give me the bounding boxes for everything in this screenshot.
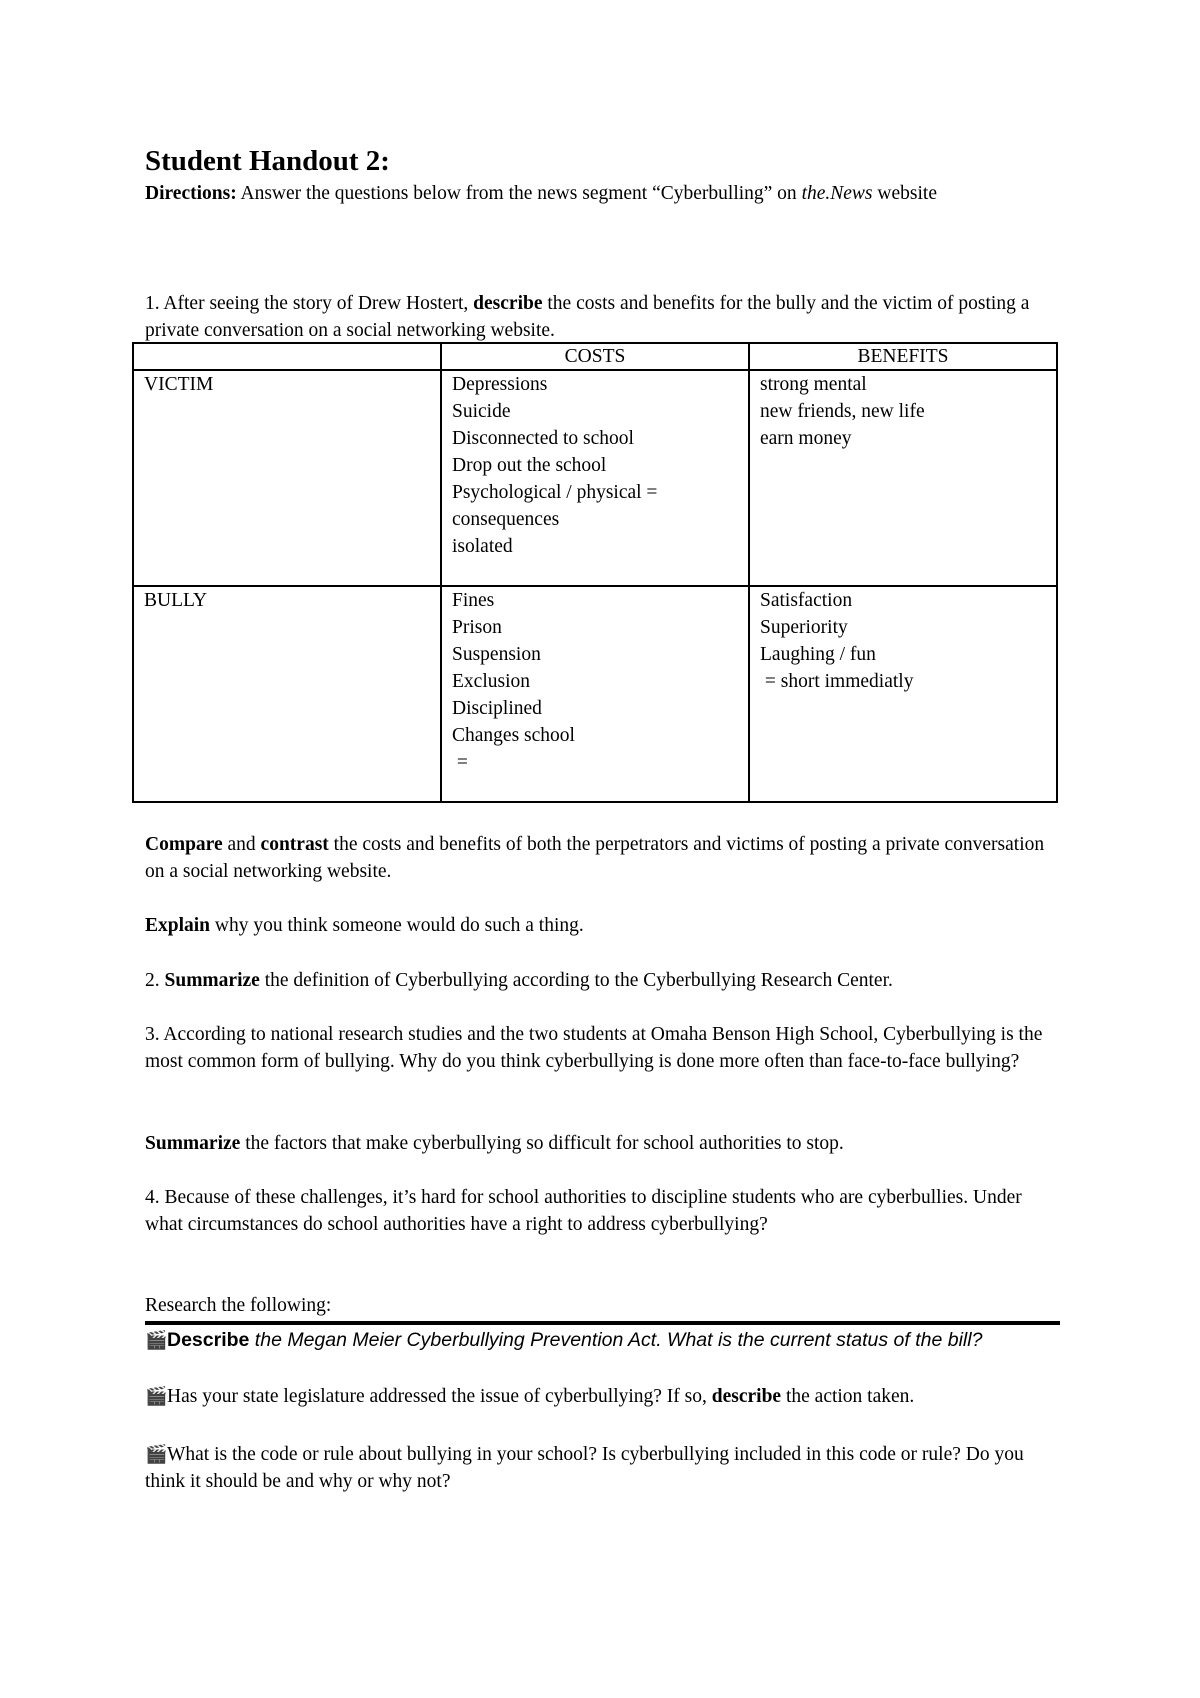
compare-text-end: the costs and benefits of both the perpetrators and victims of posting a private conversation on a social networking website. <box>145 834 1045 882</box>
explain-keyword: Explain <box>145 915 211 936</box>
q2-number: 2. <box>145 970 165 991</box>
costs-benefits-table <box>132 342 1058 803</box>
bully-costs <box>441 586 749 802</box>
benefit-item: new friends, new life <box>760 401 925 422</box>
directions-source: the.News <box>801 183 873 204</box>
table-row-victim <box>133 370 1057 586</box>
cost-item: Disciplined <box>452 698 542 719</box>
question-3: 3. According to national research studies and the two students at Omaha Benson High School, Cyberbullying is the most common form of bullying. Why do you think cyberbullying is done more often than face-to-face bullying? <box>145 1024 1043 1072</box>
cost-item: Disconnected to school <box>452 428 634 449</box>
research-item-2-text: Has your state legislature addressed the issue of cyberbullying? If so, <box>167 1386 712 1407</box>
explain-prompt <box>145 912 1060 939</box>
question-1 <box>145 290 1060 344</box>
header-benefits: BENEFITS <box>749 343 1057 370</box>
cost-item: Fines <box>452 590 495 611</box>
q1-text: 1. After seeing the story of Drew Hostert, <box>145 293 474 314</box>
summarize-text: the factors that make cyberbullying so difficult for school authorities to stop. <box>240 1133 844 1154</box>
benefit-item: Superiority <box>760 617 848 638</box>
research-item-3-text: What is the code or rule about bullying in your school? Is cyberbullying included in this code or rule? Do you think it should be and why or why not? <box>145 1444 1024 1492</box>
question-2 <box>145 967 1060 994</box>
summarize-prompt <box>145 1130 1060 1157</box>
directions-label: Directions: <box>145 183 237 204</box>
page-title: Student Handout 2: <box>145 145 390 177</box>
bully-benefits <box>749 586 1057 802</box>
benefit-item: strong mental <box>760 374 867 395</box>
clapperboard-icon: 🎬 <box>145 1330 168 1351</box>
cost-item: Drop out the school <box>452 455 607 476</box>
benefit-item: earn money <box>760 428 852 449</box>
research-item-2 <box>145 1383 1060 1410</box>
cost-item: Depressions <box>452 374 548 395</box>
cost-item: consequences <box>452 509 560 530</box>
research-item-3 <box>145 1441 1060 1495</box>
cost-item: Exclusion <box>452 671 530 692</box>
explain-text: why you think someone would do such a thing. <box>210 915 584 936</box>
compare-contrast <box>145 831 1060 885</box>
table-row-bully <box>133 586 1057 802</box>
benefit-item: Satisfaction <box>760 590 853 611</box>
table-header-row <box>133 343 1057 370</box>
cost-item: Psychological / physical = <box>452 482 658 503</box>
compare-text: and <box>222 834 261 855</box>
header-costs: COSTS <box>441 343 749 370</box>
cost-item: Prison <box>452 617 502 638</box>
contrast-keyword: contrast <box>260 834 329 855</box>
research-item-1-keyword: Describe <box>167 1329 250 1351</box>
directions-text-end: website <box>872 183 937 204</box>
cost-item: = <box>452 752 468 773</box>
research-heading: Research the following: <box>145 1295 332 1316</box>
research-divider <box>145 1321 1060 1325</box>
compare-keyword: Compare <box>145 834 223 855</box>
research-item-1 <box>145 1327 1060 1354</box>
cost-item: Changes school <box>452 725 575 746</box>
benefit-item: Laughing / fun <box>760 644 876 665</box>
cost-item: isolated <box>452 536 513 557</box>
header-empty <box>133 343 441 370</box>
research-item-2-text-end: the action taken. <box>781 1386 915 1407</box>
cost-item: Suspension <box>452 644 541 665</box>
victim-benefits <box>749 370 1057 586</box>
research-item-1-text: the Megan Meier Cyberbullying Prevention Act. What is the current status of the bill? <box>249 1329 983 1351</box>
q2-text: the definition of Cyberbullying according to the Cyberbullying Research Center. <box>259 970 893 991</box>
bully-label: BULLY <box>133 586 441 802</box>
clapperboard-icon: 🎬 <box>145 1386 168 1407</box>
cost-item: Suicide <box>452 401 511 422</box>
directions <box>145 180 1060 207</box>
clapperboard-icon: 🎬 <box>145 1444 168 1465</box>
directions-text: Answer the questions below from the news segment “Cyberbulling” on <box>236 183 802 204</box>
victim-label: VICTIM <box>133 370 441 586</box>
q2-keyword: Summarize <box>164 970 260 991</box>
q1-keyword: describe <box>473 293 543 314</box>
benefit-item: = short immediatly <box>760 671 914 692</box>
q1-text-end: the costs and benefits for the bully and the victim of posting a private conversation on a social networking website. <box>145 293 1030 341</box>
victim-costs <box>441 370 749 586</box>
research-item-2-keyword: describe <box>711 1386 782 1407</box>
summarize-keyword: Summarize <box>145 1133 241 1154</box>
question-4: 4. Because of these challenges, it’s hard for school authorities to discipline students who are cyberbullies. Under what circumstances do school authorities have a right to address cyberbullying? <box>145 1187 1022 1235</box>
